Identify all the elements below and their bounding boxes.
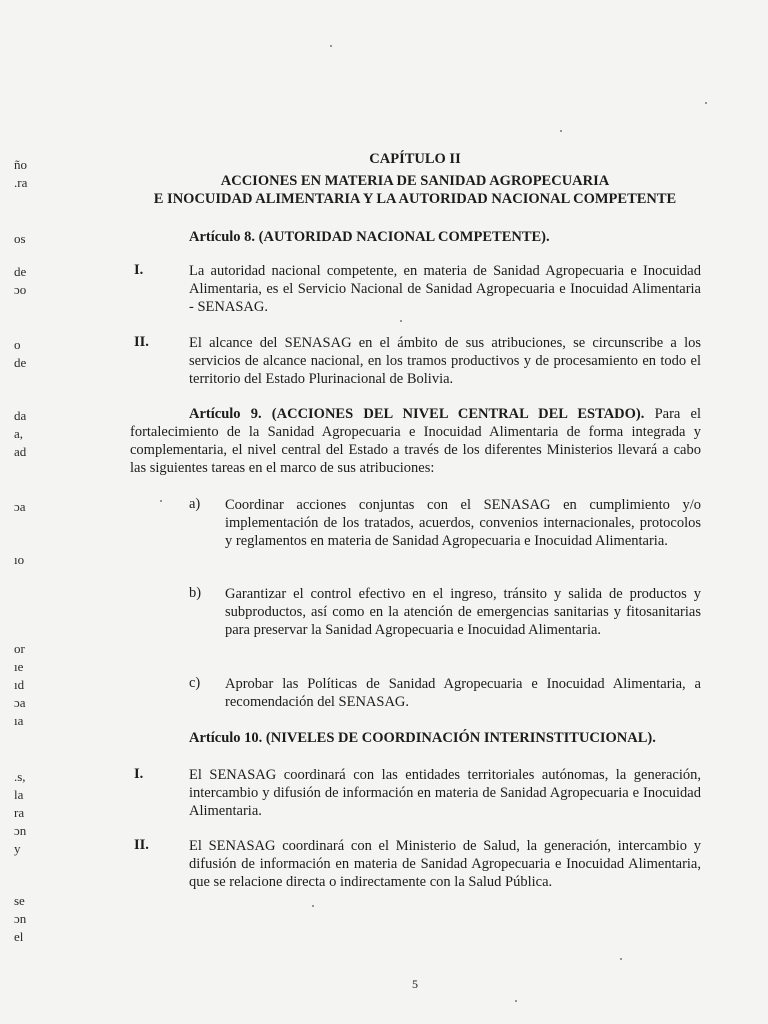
article-9-item-a-letter: a) (189, 496, 201, 512)
article-10-numeral-2: II. (134, 837, 149, 853)
article-10-numeral-1: I. (134, 766, 144, 782)
scan-speck (400, 320, 402, 322)
chapter-subtitle-line1: ACCIONES EN MATERIA DE SANIDAD AGROPECUARIA (220, 173, 610, 189)
article-8-paragraph-2: El alcance del SENASAG en el ámbito de sus atribuciones, se circunscribe a los servicios de alcance nacional, en los tramos productivos y de procesamiento en todo el territorio del Estado Plurinacional de Bolivia. (189, 335, 701, 387)
margin-fragment: .s, (14, 769, 26, 784)
margin-fragment: de (14, 264, 27, 279)
article-9-title: Artículo 9. (ACCIONES DEL NIVEL CENTRAL DEL ESTADO). (189, 406, 645, 422)
article-10-paragraph-2: El SENASAG coordinará con el Ministerio de Salud, la generación, intercambio y difusión de información en materia de Sanidad Agropecuaria e Inocuidad Alimentaria, que se relacione directa o indirectamente con la Salud Pública. (189, 838, 701, 890)
article-9-paragraph (130, 405, 701, 477)
chapter-title: CAPÍTULO II (369, 151, 461, 167)
scan-speck (620, 958, 622, 960)
margin-fragment: ɔa (14, 695, 26, 710)
margin-fragment: da (14, 408, 27, 423)
article-8-title: Artículo 8. (AUTORIDAD NACIONAL COMPETENTE). (189, 229, 550, 245)
margin-fragment: os (14, 231, 26, 246)
margin-fragment: ño (14, 157, 27, 172)
margin-fragment: a, (14, 426, 24, 441)
margin-fragment: ɔo (14, 282, 27, 297)
scan-speck (560, 130, 562, 132)
article-8-numeral-1: I. (134, 262, 144, 278)
margin-fragment: ıd (14, 677, 25, 692)
margin-fragment: ɔn (14, 823, 27, 838)
article-9-item-b: Garantizar el control efectivo en el ingreso, tránsito y salida de productos y subproductos, así como en la atención de emergencias sanitarias y fitosanitarias para preservar la Sanidad Agropecuaria e Inocuidad Alimentaria. (225, 586, 701, 638)
article-9-item-b-letter: b) (189, 585, 202, 601)
article-9-intro: Para el fortalecimiento de la Sanidad Agropecuaria e Inocuidad Alimentaria de forma integrada y complementaria, el nivel central del Estado a través de los diferentes Ministerios llevará a cabo las siguientes tareas en el marco de sus atribuciones: (130, 406, 702, 476)
margin-fragment: ra (14, 805, 25, 820)
margin-fragment: el (14, 929, 24, 944)
margin-fragment: se (14, 893, 25, 908)
article-10-title: Artículo 10. (NIVELES DE COORDINACIÓN INTERINSTITUCIONAL). (189, 730, 656, 746)
margin-fragment: la (14, 787, 24, 802)
article-10-paragraph-1: El SENASAG coordinará con las entidades territoriales autónomas, la generación, intercambio y difusión de información en materia de Sanidad Agropecuaria e Inocuidad Alimentaria. (189, 767, 701, 819)
scan-speck (160, 500, 162, 502)
article-8-numeral-2: II. (134, 334, 149, 350)
margin-fragment: ɔa (14, 499, 26, 514)
margin-fragment: .ra (14, 175, 28, 190)
margin-fragment: ıe (14, 659, 24, 674)
margin-fragment: o (14, 337, 21, 352)
margin-fragment: y (14, 841, 21, 856)
margin-fragment: ɔn (14, 911, 27, 926)
margin-fragment: ıo (14, 552, 25, 567)
scan-speck (312, 905, 314, 907)
scan-speck (515, 1000, 517, 1002)
article-8-paragraph-1: La autoridad nacional competente, en materia de Sanidad Agropecuaria e Inocuidad Alimentaria, es el Servicio Nacional de Sanidad Agropecuaria e Inocuidad Alimentaria - SENASAG. (189, 263, 701, 315)
margin-fragment: or (14, 641, 25, 656)
margin-fragment: ıa (14, 713, 24, 728)
article-9-item-c: Aprobar las Políticas de Sanidad Agropecuaria e Inocuidad Alimentaria, a recomendación del SENASAG. (225, 676, 701, 710)
article-9-item-c-letter: c) (189, 675, 201, 691)
scan-speck (330, 45, 332, 47)
margin-fragment: ad (14, 444, 27, 459)
page-number: 5 (412, 977, 418, 991)
margin-fragment: de (14, 355, 27, 370)
chapter-subtitle-line2: E INOCUIDAD ALIMENTARIA Y LA AUTORIDAD NACIONAL COMPETENTE (153, 191, 677, 207)
article-9-item-a: Coordinar acciones conjuntas con el SENASAG en cumplimiento y/o implementación de los tratados, acuerdos, convenios internacionales, protocolos y reglamentos en materia de Sanidad Agropecuaria e Inocuidad Alimentaria. (225, 497, 701, 549)
scan-speck (705, 102, 707, 104)
